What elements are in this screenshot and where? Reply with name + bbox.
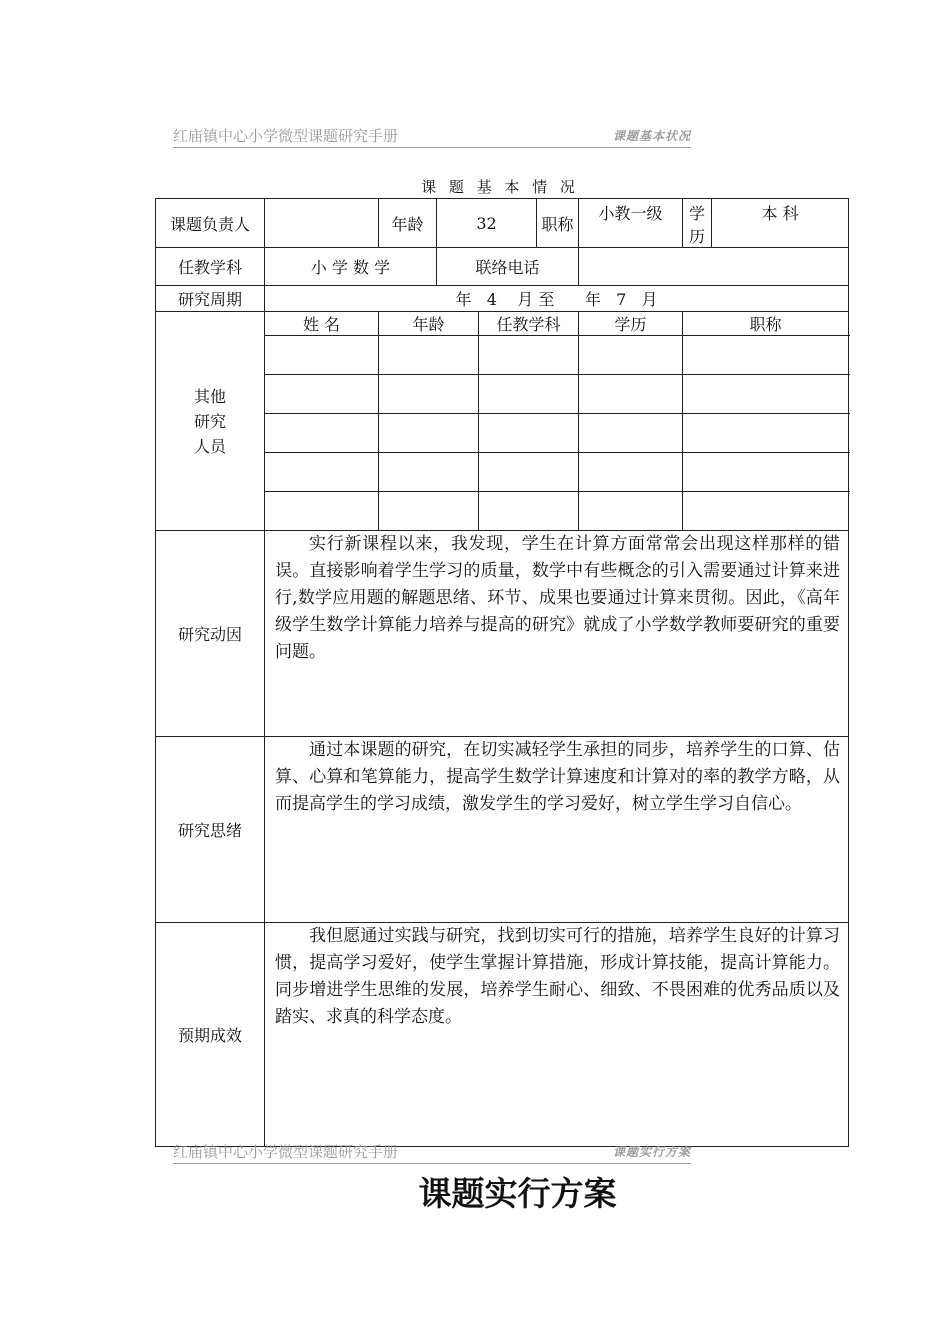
cell-age <box>379 453 479 492</box>
cell-name <box>265 492 379 531</box>
edu-label: 学历 <box>683 199 712 248</box>
title-value: 小教一级 <box>579 199 683 248</box>
leader-value <box>265 199 379 248</box>
cell-name <box>265 453 379 492</box>
cell-edu <box>579 336 683 375</box>
cell-title <box>683 453 849 492</box>
cell-name <box>265 336 379 375</box>
others-col-age: 年龄 <box>379 312 479 336</box>
cell-name <box>265 414 379 453</box>
cell-subject <box>479 336 579 375</box>
section-label-outcome: 预期成效 <box>156 923 265 1147</box>
others-col-edu: 学历 <box>579 312 683 336</box>
cell-age <box>379 492 479 531</box>
page-header-second <box>173 1141 691 1164</box>
section-label-approach: 研究思绪 <box>156 737 265 923</box>
edu-value: 本 科 <box>712 199 849 248</box>
period-value: 年 4 月 至 年 7 月 <box>265 286 849 312</box>
subject-label: 任教学科 <box>156 248 265 286</box>
section-label-motivation: 研究动因 <box>156 531 265 737</box>
section-text-approach: 通过本课题的研究，在切实减轻学生承担的同步，培养学生的口算、估算、心算和笔算能力，提高学生数学计算速度和计算对的率的教学方略，从而提高学生的学习成绩，激发学生的学习爱好，树立学生学习自信心。 <box>265 737 849 923</box>
phone-label: 联络电话 <box>437 248 579 286</box>
table-title: 课 题 基 本 情 况 <box>421 178 579 196</box>
cell-title <box>683 375 849 414</box>
cell-edu <box>579 375 683 414</box>
subject-value: 小 学 数 学 <box>265 248 437 286</box>
others-col-subject: 任教学科 <box>479 312 579 336</box>
phone-value <box>579 248 849 286</box>
others-col-name: 姓 名 <box>265 312 379 336</box>
others-col-title: 职称 <box>683 312 849 336</box>
cell-subject <box>479 453 579 492</box>
cell-title <box>683 492 849 531</box>
cell-title <box>683 414 849 453</box>
cell-age <box>379 414 479 453</box>
cell-edu <box>579 453 683 492</box>
header-school-name: 红庙镇中心小学微型课题研究手册 <box>173 1143 399 1161</box>
header-section-name: 课题基本状况 <box>612 129 691 143</box>
section-text-outcome: 我但愿通过实践与研究，找到切实可行的措施，培养学生良好的计算习惯，提高学习爱好，使学生掌握计算措施，形成计算技能，提高计算能力。同步增进学生思维的发展，培养学生耐心、细致、不畏困难的优秀品质以及踏实、求真的科学态度。 <box>265 923 849 1147</box>
period-label: 研究周期 <box>156 286 265 312</box>
title-label: 职称 <box>537 199 579 248</box>
cell-age <box>379 336 479 375</box>
cell-edu <box>579 414 683 453</box>
age-label: 年龄 <box>379 199 437 248</box>
cell-name <box>265 375 379 414</box>
cell-subject <box>479 492 579 531</box>
header-school-name: 红庙镇中心小学微型课题研究手册 <box>173 127 399 145</box>
header-section-name: 课题实行方案 <box>612 1145 691 1159</box>
cell-edu <box>579 492 683 531</box>
cell-subject <box>479 414 579 453</box>
others-label: 其他 研究 人员 <box>156 312 265 531</box>
basic-info-table <box>155 198 849 1147</box>
page-header-top <box>173 125 691 148</box>
cell-subject <box>479 375 579 414</box>
cell-title <box>683 336 849 375</box>
cell-age <box>379 375 479 414</box>
age-value: 32 <box>437 199 537 248</box>
page-heading: 课题实行方案 <box>418 1174 617 1213</box>
leader-label: 课题负责人 <box>156 199 265 248</box>
section-text-motivation: 实行新课程以来，我发现，学生在计算方面常常会出现这样那样的错误。直接影响着学生学习的质量，数学中有些概念的引入需要通过计算来进行,数学应用题的解题思绪、环节、成果也要通过计算来贯彻。因此，《高年级学生数学计算能力培养与提高的研究》就成了小学数学教师要研究的重要问题。 <box>265 531 849 737</box>
